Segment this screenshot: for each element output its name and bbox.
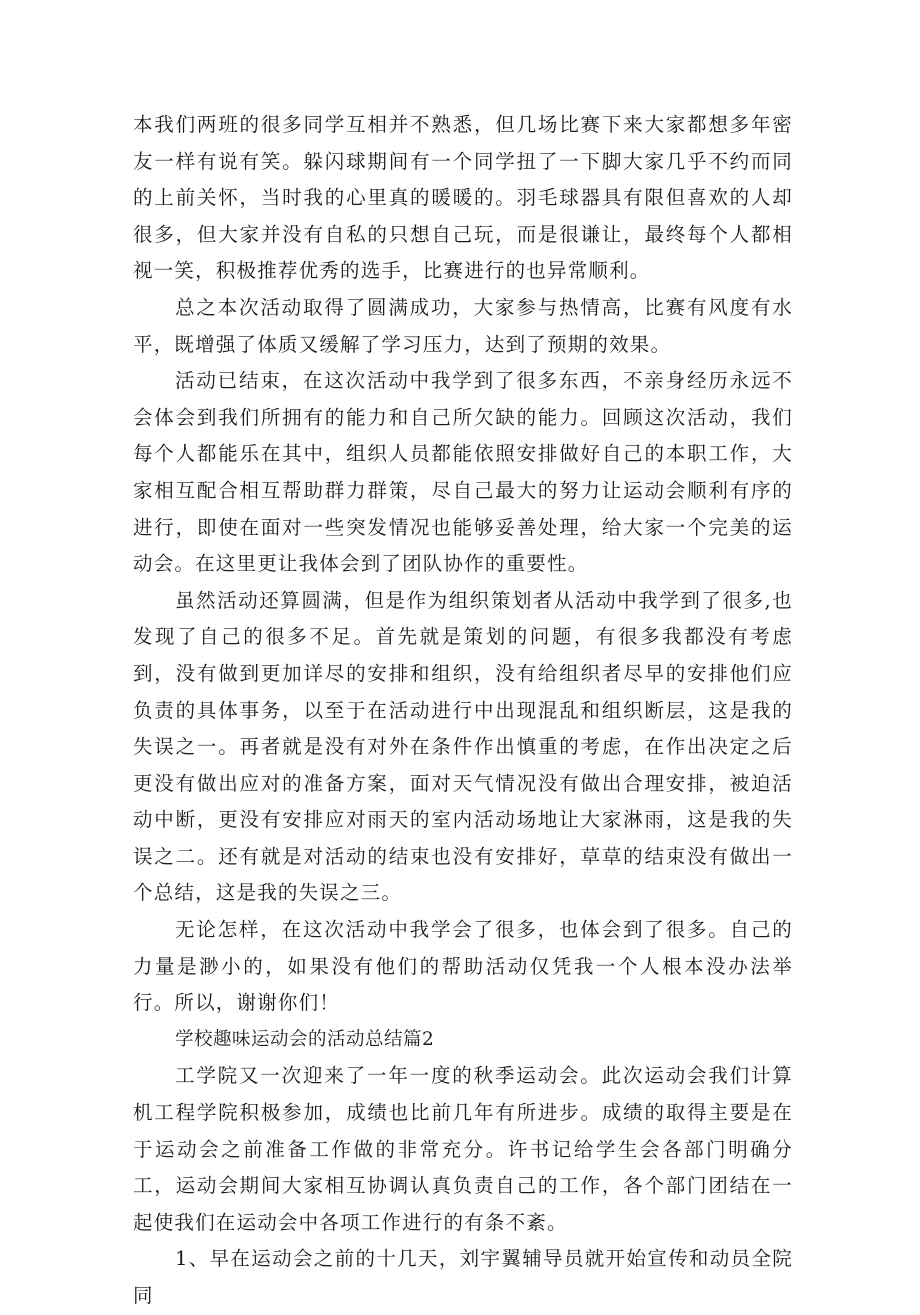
paragraph-thanks: 无论怎样，在这次活动中我学会了很多，也体会到了很多。自己的力量是渺小的，如果没有他们的帮助活动仅凭我一个人根本没办法举行。所以，谢谢你们！ [133,918,793,1015]
document-body [133,107,793,1315]
paragraph-continuation: 本我们两班的很多同学互相并不熟悉，但几场比赛下来大家都想多年密友一样有说有笑。躲闪球期间有一个同学扭了一下脚大家几乎不约而同的上前关怀，当时我的心里真的暖暖的。羽毛球器具有限但喜欢的人却很多，但大家并没有自私的只想自己玩，而是很谦让，最终每个人都相视一笑，积极推荐优秀的选手，比赛进行的也异常顺利。 [133,113,793,283]
paragraph-shortcomings: 虽然活动还算圆满，但是作为组织策划者从活动中我学到了很多,也发现了自己的很多不足。首先就是策划的问题，有很多我都没有考虑到，没有做到更加详尽的安排和组织，没有给组织者尽早的安排他们应负责的具体事务，以至于在活动进行中出现混乱和组织断层，这是我的失误之一。再者就是没有对外在条件作出慎重的考虑，在作出决定之后更没有做出应对的准备方案，面对天气情况没有做出合理安排，被迫活动中断，更没有安排应对雨天的室内活动场地让大家淋雨，这是我的失误之二。还有就是对活动的结束也没有安排好，草草的结束没有做出一个总结，这是我的失误之三。 [133,588,793,905]
paragraph-intro-2: 工学院又一次迎来了一年一度的秋季运动会。此次运动会我们计算机工程学院积极参加，成绩也比前几年有所进步。成绩的取得主要是在于运动会之前准备工作做的非常充分。许书记给学生会各部门明确分工，运动会期间大家相互协调认真负责自己的工作，各个部门团结在一起使我们在运动会中各项工作进行的有条不紊。 [133,1064,793,1234]
paragraph-summary: 总之本次活动取得了圆满成功，大家参与热情高，比赛有风度有水平，既增强了体质又缓解了学习压力，达到了预期的效果。 [133,295,793,356]
section-heading: 学校趣味运动会的活动总结篇2 [175,1028,435,1050]
paragraph-learning: 活动已结束，在这次活动中我学到了很多东西，不亲身经历永远不会体会到我们所拥有的能力和自己所欠缺的能力。回顾这次活动，我们每个人都能乐在其中，组织人员都能依照安排做好自己的本职工作，大家相互配合相互帮助群力群策，尽自己最大的努力让运动会顺利有序的进行，即使在面对一些突发情况也能够妥善处理，给大家一个完美的运动会。在这里更让我体会到了团队协作的重要性。 [133,369,793,576]
paragraph-item-1: 1、早在运动会之前的十几天，刘宇翼辅导员就开始宣传和动员全院同 [133,1247,793,1307]
